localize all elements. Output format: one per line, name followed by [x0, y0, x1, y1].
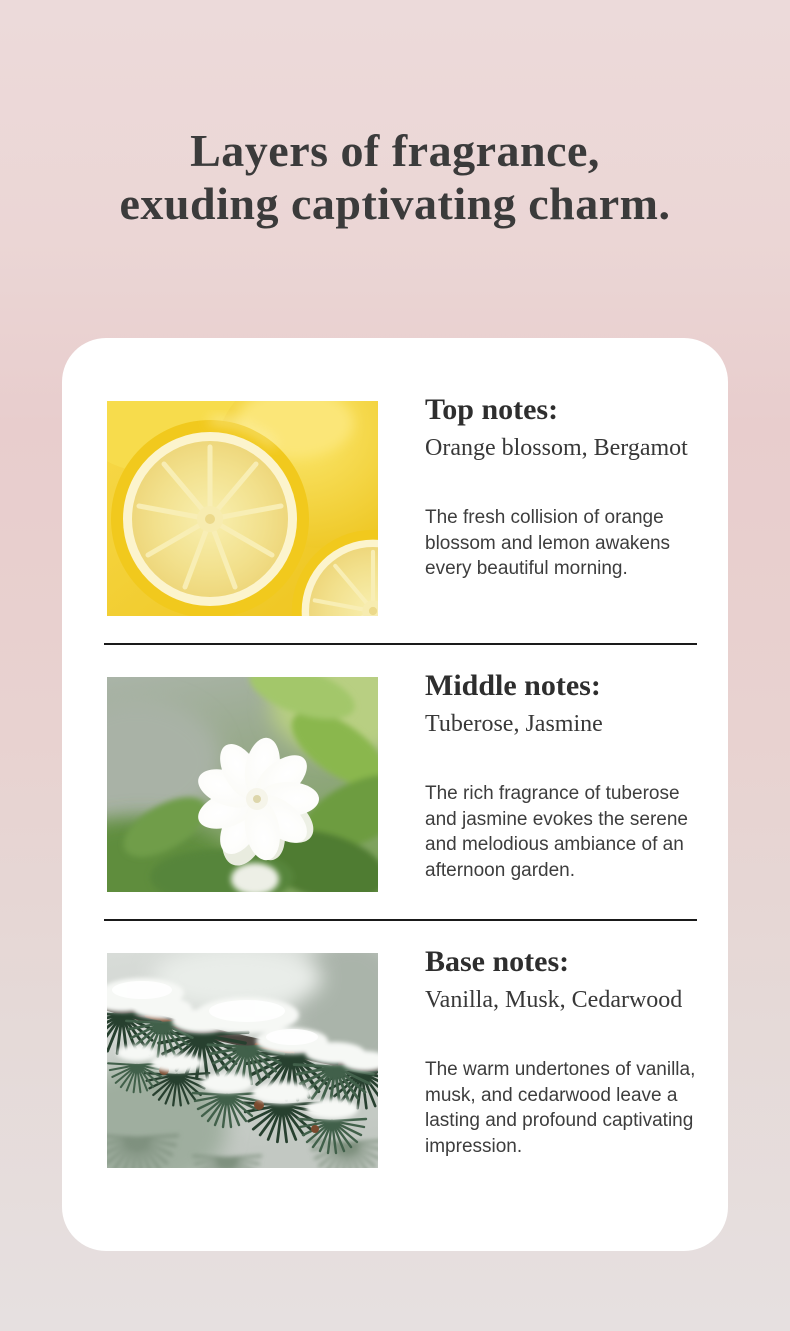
section-base-notes [62, 944, 728, 1168]
base-notes-heading: Base notes: [425, 944, 570, 978]
section-middle-notes [62, 668, 728, 892]
top-notes-text [425, 393, 712, 582]
middle-notes-text [425, 669, 712, 884]
snow-covered-pine-photo [107, 953, 378, 1168]
base-notes-ingredients: Vanilla, Musk, Cedarwood [425, 987, 683, 1014]
page-title-line2: exuding captivating charm. [119, 178, 671, 230]
top-notes-ingredients: Orange blossom, Bergamot [425, 435, 688, 462]
section-divider [104, 919, 697, 921]
lemon-slices-photo [107, 401, 378, 616]
section-divider [104, 643, 697, 645]
top-notes-description: The fresh collision of orange blossom and lemon awakens every beautiful morning. [425, 507, 671, 580]
middle-notes-heading: Middle notes: [425, 668, 601, 702]
top-notes-heading: Top notes: [425, 392, 559, 426]
section-top-notes [62, 392, 728, 616]
fragrance-notes-card [62, 338, 728, 1251]
lemon-photo-illustration [107, 401, 378, 616]
base-notes-text [425, 945, 712, 1160]
page-title-line1: Layers of fragrance, [190, 125, 600, 176]
white-jasmine-flower-photo [107, 677, 378, 892]
pine-photo-illustration [107, 953, 378, 1168]
jasmine-photo-illustration [107, 677, 378, 892]
middle-notes-ingredients: Tuberose, Jasmine [425, 711, 603, 738]
base-notes-description: The warm undertones of vanilla, musk, and cedarwood leave a lasting and profound captivating impression. [425, 1059, 696, 1157]
page-title [0, 0, 790, 231]
middle-notes-description: The rich fragrance of tuberose and jasmine evokes the serene and melodious ambiance of an afternoon garden. [425, 783, 688, 881]
